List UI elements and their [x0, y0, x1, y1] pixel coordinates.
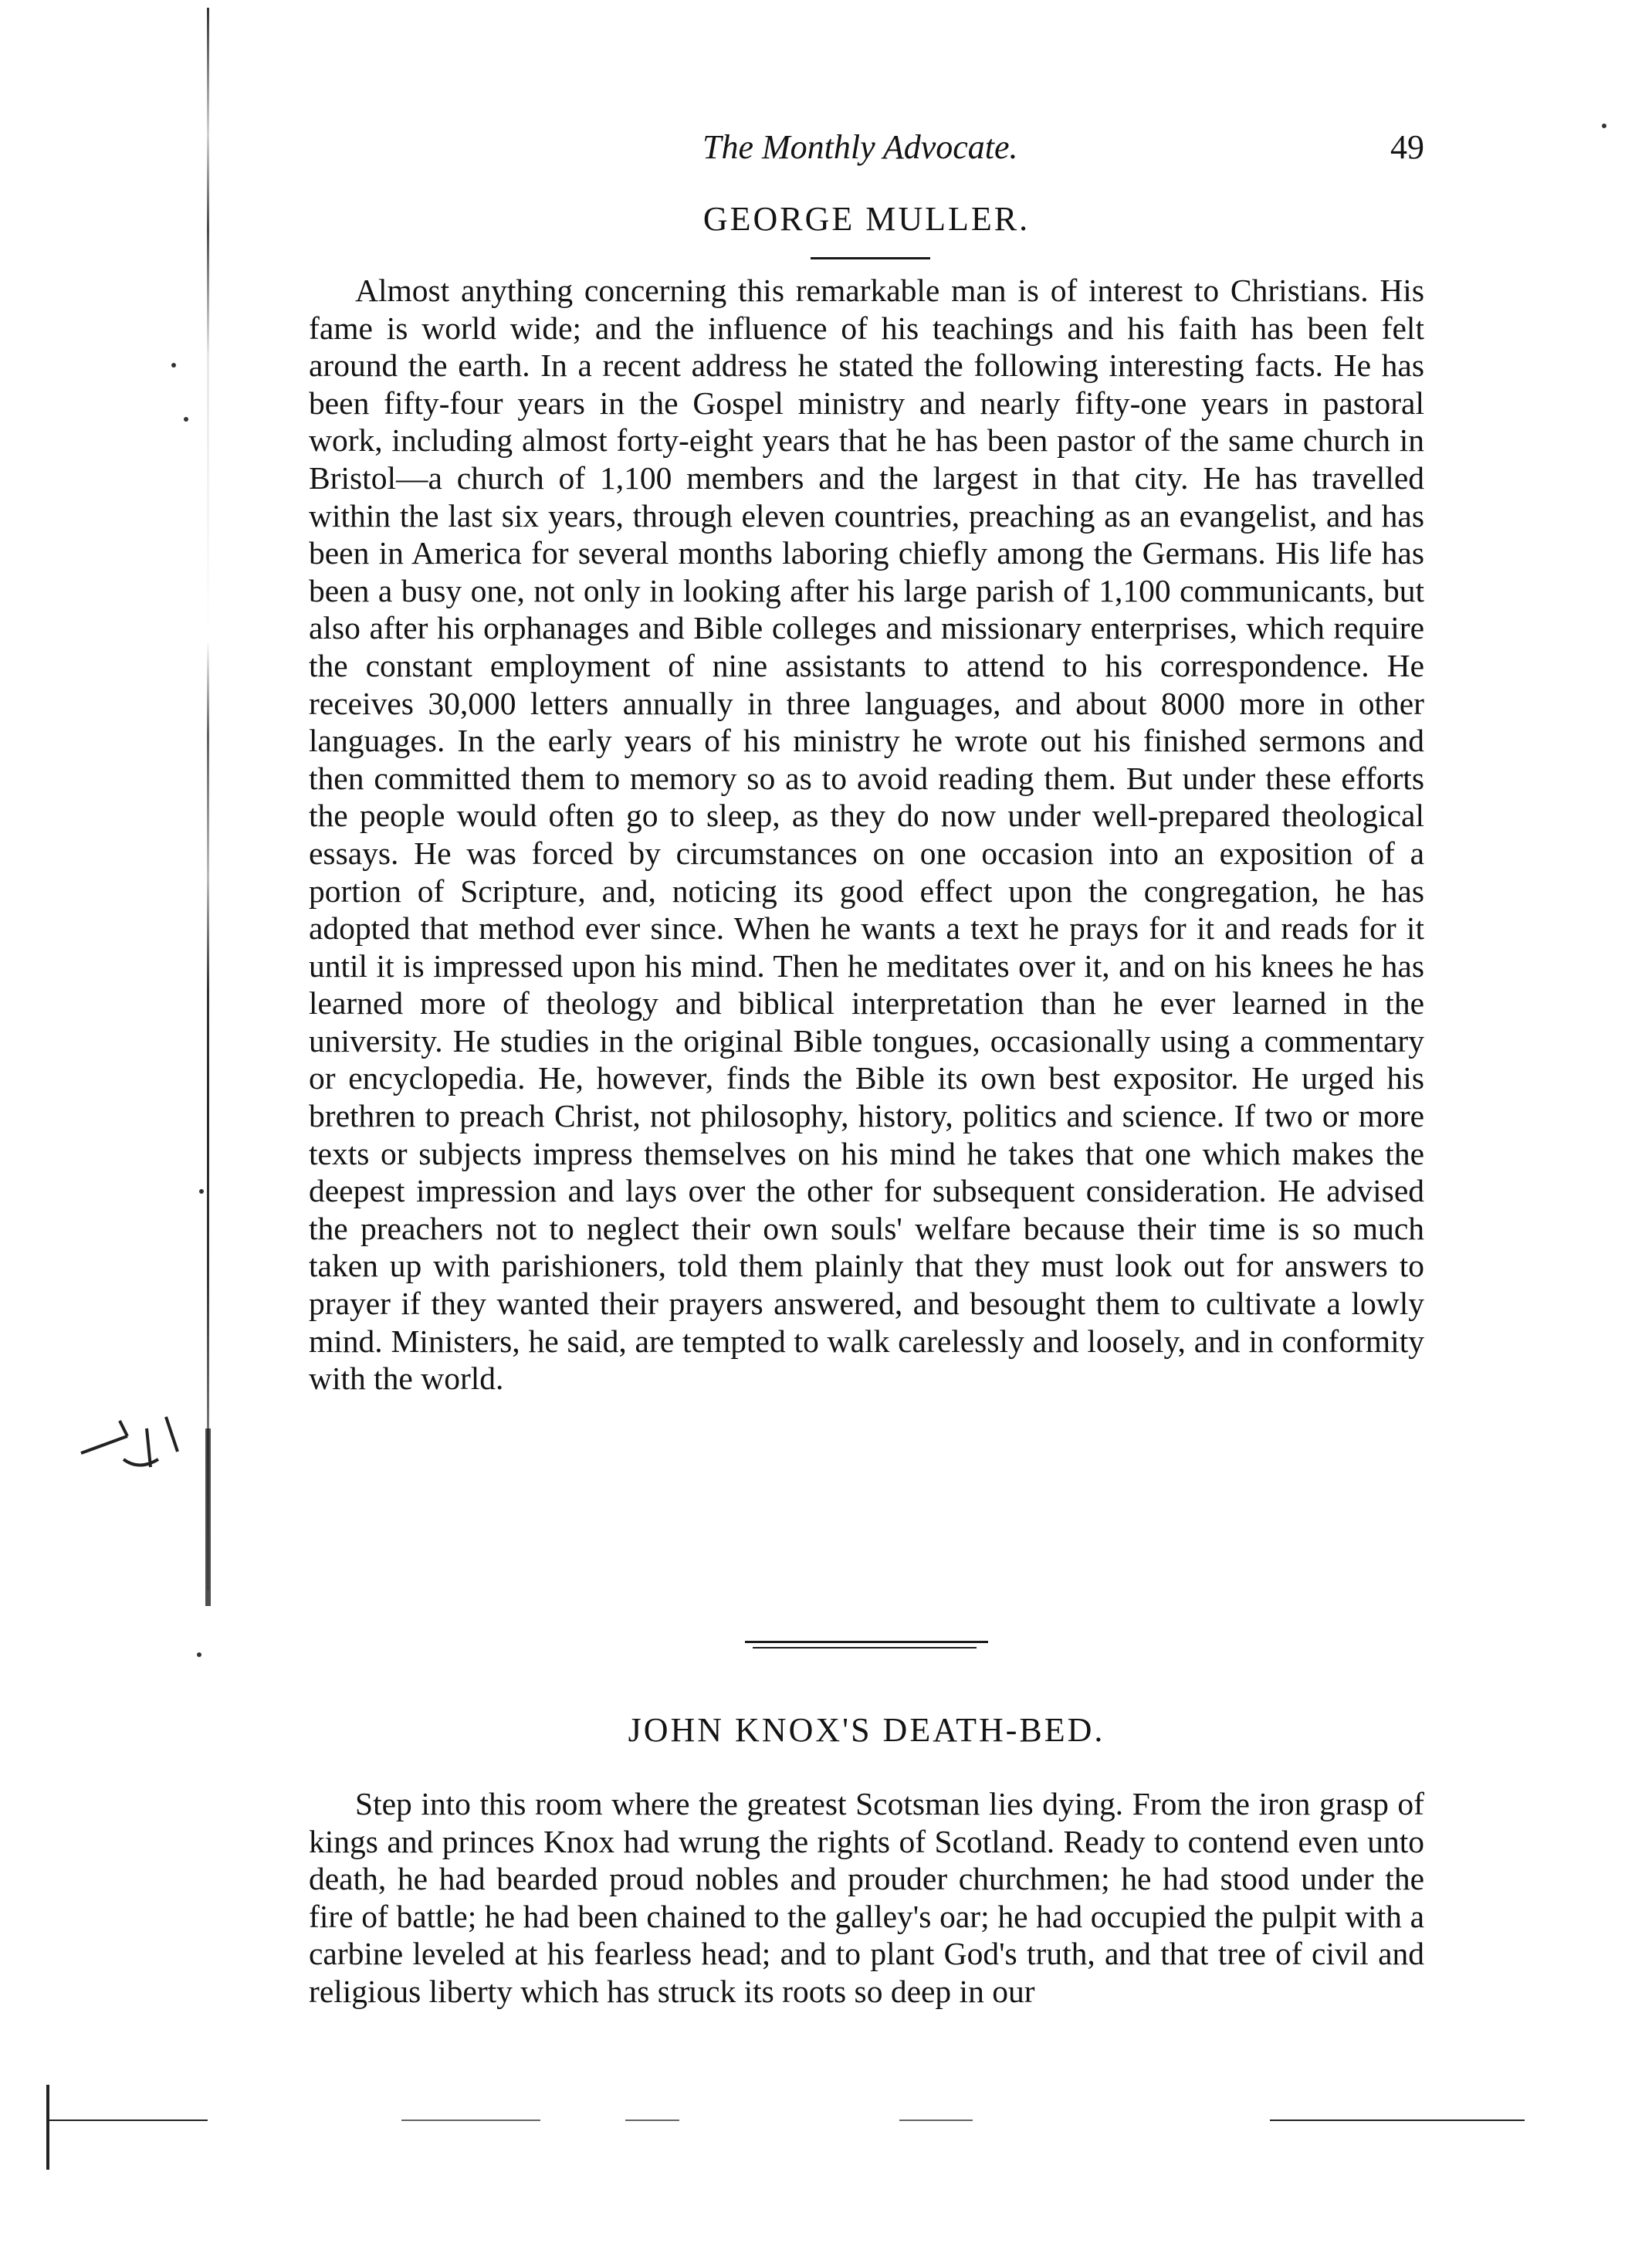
- running-title: The Monthly Advocate.: [702, 128, 1018, 166]
- section-separator: [745, 1641, 988, 1643]
- scan-speck: [1602, 124, 1606, 128]
- article-body: Almost anything concerning this remarkable man is of interest to Christians. His fame is world wide; and the influence of his teachings and his faith has been felt around the earth. In a recent address he stated the following interesting facts. He has been fifty-four years in the Gospel ministry and nearly fifty-one years in pastoral work, including almost forty-eight years that he has been pastor of the same church in Bristol—a church of 1,100 members and the largest in that city. He has travelled within the last six years, through eleven countries, preaching as an evangelist, and has been in America for several months laboring chiefly among the Germans. His life has been a busy one, not only in looking after his large parish of 1,100 communicants, but also after his orphanages and Bible colleges and missionary enterprises, which require the constant employment of nine assistants to attend to his correspondence. He receives 30,000 letters annually in three languages, and about 8000 more in other languages. In the early years of his ministry he wrote out his finished sermons and then committed them to memory so as to avoid reading them. But under these efforts the people would often go to sleep, as they do now under well-prepared theological essays. He was forced by circumstances on one occasion into an exposition of a portion of Scripture, and, noticing its good effect upon the congregation, he has adopted that method ever since. When he wants a text he prays for it and reads for it until it is impressed upon his mind. Then he meditates over it, and on his knees he has learned more of theology and biblical interpretation than he ever learned in the university. He studies in the original Bible tongues, occasionally using a commentary or encyclopedia. He, however, finds the Bible its own best expositor. He urged his brethren to preach Christ, not philosophy, history, politics and science. If two or more texts or subjects impress themselves on his mind he takes that one which makes the deepest impression and lays over the other for subsequent consideration. He advised the preachers not to neglect their own souls' welfare because their time is so much taken up with parishioners, told them plainly that they must look out for answers to prayer if they wanted their prayers answered, and besought them to cultivate a lowly mind. Ministers, he said, are tempted to walk carelessly and loosely, and in conformity with the world.: [309, 273, 1424, 1397]
- page-number: 49: [1390, 128, 1424, 166]
- scan-speck: [199, 1189, 204, 1194]
- scan-edge-rule: [625, 2120, 679, 2121]
- scan-speck: [184, 417, 188, 422]
- article-title: JOHN KNOX'S DEATH-BED.: [628, 1711, 1105, 1749]
- scan-edge-mark: [46, 2085, 49, 2170]
- article-body: Step into this room where the greatest Scotsman lies dying. From the iron grasp of kings and princes Knox had wrung the rights of Scotland. Ready to contend even unto death, he had bearded proud nobles and prouder churchmen; he had stood under the fire of battle; he had been chained to the galley's oar; he had occupied the pulpit with a carbine leveled at his fearless head; and to plant God's truth, and that tree of civil and religious liberty which has struck its roots so deep in our: [309, 1786, 1424, 2009]
- scan-edge-rule: [899, 2120, 973, 2121]
- scan-edge-rule: [49, 2120, 208, 2121]
- scan-speck: [171, 363, 176, 368]
- title-rule: [811, 257, 930, 259]
- binding-shadow: [205, 1428, 211, 1606]
- scan-edge-rule: [401, 2120, 540, 2121]
- binding-clip-mark: [73, 1405, 197, 1475]
- scan-speck: [197, 1652, 201, 1657]
- running-header: [309, 127, 1424, 181]
- section-separator: [753, 1647, 977, 1649]
- article-title: GEORGE MULLER.: [702, 200, 1031, 238]
- scan-edge-rule: [1270, 2120, 1525, 2121]
- binding-edge: [207, 8, 209, 1591]
